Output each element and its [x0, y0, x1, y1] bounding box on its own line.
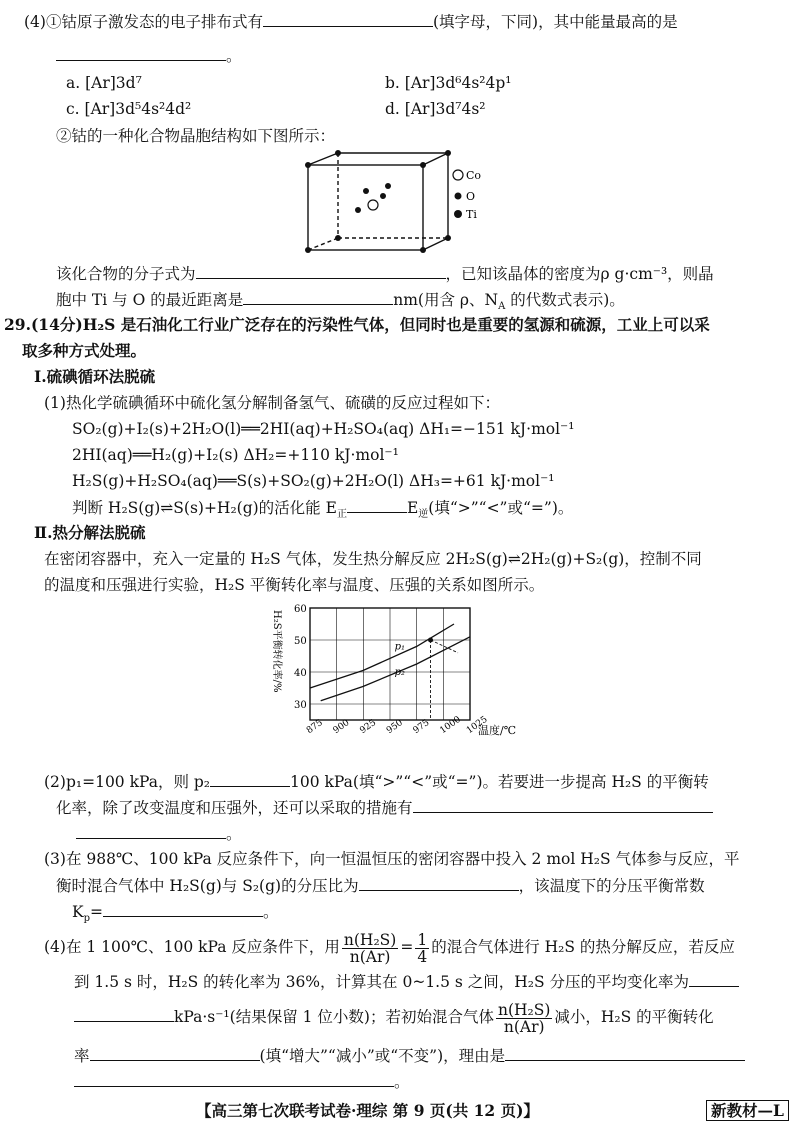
ti-atom	[363, 188, 369, 194]
option-a: a. [Ar]3d⁷	[66, 74, 142, 92]
reaction-1: SO₂(g)+I₂(s)+2H₂O(l)══2HI(aq)+H₂SO₄(aq) ΔH₁=−151 kJ·mol⁻¹	[72, 420, 575, 438]
q4b-line-4: 率 (填“增大”“减小”或“不变”)，理由是	[74, 1044, 745, 1067]
annotation-point	[428, 638, 433, 643]
x-tick-label: 1025	[465, 714, 490, 737]
s2-line-2: 的温度和压强进行实验，H₂S 平衡转化率与温度、压强的关系如图所示。	[44, 576, 545, 594]
legend-co-label: Co	[466, 169, 482, 182]
y-tick-label: 60	[294, 604, 307, 615]
q3-line-3: $K_p=$ 。	[72, 900, 279, 923]
answer-blank[interactable]	[263, 10, 433, 27]
y-ticks	[294, 604, 307, 711]
series-label-1: p₁	[394, 641, 406, 653]
grid	[310, 608, 470, 720]
q4b-line-5: 。	[74, 1070, 410, 1093]
co-atom	[368, 200, 378, 210]
answer-blank[interactable]	[74, 1070, 394, 1087]
x-tick-label: 1000	[438, 714, 463, 737]
answer-blank[interactable]	[76, 822, 226, 839]
option-d: d. [Ar]3d⁷4s²	[385, 100, 486, 118]
answer-blank[interactable]	[689, 970, 739, 987]
x-axis-label: 温度/℃	[478, 724, 517, 737]
legend-ti-marker	[454, 210, 462, 218]
q4b-line-1: (4)在 1 100℃、100 kPa 反应条件下，用 $\frac{\text{n(H₂S)}}{n(Ar)}$ = $\frac{1}{4}$ 的混合气体进行 H₂S 的热分解反应，若反应	[44, 930, 735, 966]
o-atom	[355, 207, 361, 213]
x-tick-label: 975	[411, 717, 432, 737]
answer-blank[interactable]	[74, 1005, 174, 1022]
y-tick-label: 40	[294, 668, 307, 679]
s1-intro: (1)热化学硫碘循环中硫化氢分解制备氢气、硫磺的反应过程如下：	[44, 394, 500, 412]
x-tick-label: 950	[385, 717, 405, 737]
o-atom	[380, 193, 386, 199]
x-tick-label: 875	[305, 717, 325, 737]
judge-line: 判断 H₂S(g)⇌S(s)+H₂(g)的活化能 $E_正$ $E_逆$(填“>”“<”或“=”)。	[72, 496, 573, 519]
answer-blank[interactable]	[505, 1044, 745, 1061]
conversion-chart	[258, 600, 578, 760]
x-tick-label: 925	[358, 717, 379, 737]
ratio-value-fraction: $\frac{1}{4}$	[417, 930, 428, 966]
legend-o-marker	[455, 193, 462, 200]
q4-line-2: 。	[56, 44, 242, 67]
ratio-fraction-2: $\frac{\text{n(H₂S)}}{n(Ar)}$	[497, 1000, 551, 1036]
q29-header-2: 取多种方式处理。	[22, 341, 147, 360]
answer-blank[interactable]	[347, 496, 407, 513]
option-b: b. [Ar]3d⁶4s²4p¹	[385, 74, 512, 92]
q2-line-2: 化率，除了改变温度和压强外，还可以采取的措施有	[56, 796, 713, 819]
answer-blank[interactable]	[413, 796, 713, 813]
answer-blank[interactable]	[196, 262, 446, 279]
legend-co-marker	[453, 170, 463, 180]
s2-line-1: 在密闭容器中，充入一定量的 H₂S 气体，发生热分解反应 2H₂S(g)⇌2H₂(g)+S₂(g)，控制不同	[44, 550, 702, 568]
q3-line-2: 衡时混合气体中 H₂S(g)与 S₂(g)的分压比为 ，该温度下的分压平衡常数	[56, 874, 705, 897]
cube-front-face	[308, 165, 423, 250]
q2-line-3: 。	[76, 822, 242, 845]
answer-blank[interactable]	[56, 44, 226, 61]
crystal-cell-figure	[298, 150, 488, 260]
answer-blank[interactable]	[210, 770, 290, 787]
legend-o-label: O	[466, 190, 476, 203]
x-ticks	[305, 715, 490, 736]
answer-blank[interactable]	[359, 874, 519, 891]
q4b-line-3: kPa·s⁻¹(结果保留 1 位小数)；若初始混合气体 $\frac{\text{n(H₂S)}}{n(Ar)}$ 减小，H₂S 的平衡转化	[74, 1000, 714, 1035]
option-c: c. [Ar]3d⁵4s²4d²	[66, 100, 192, 118]
y-tick-label: 30	[294, 700, 307, 711]
formula-line: 该化合物的分子式为 ，已知该晶体的密度为ρ g·cm⁻³，则晶	[56, 262, 714, 285]
q4b-line-2: 到 1.5 s 时，H₂S 的转化率为 36%，计算其在 0~1.5 s 之间，H₂S 分压的平均变化率为	[74, 970, 739, 993]
x-tick-label: 900	[331, 717, 352, 737]
answer-blank[interactable]	[90, 1044, 260, 1061]
series-label-2: p₂	[394, 667, 406, 679]
q3-line-1: (3)在 988℃、100 kPa 反应条件下，向一恒温恒压的密闭容器中投入 2 mol H₂S 气体参与反应，平	[44, 850, 740, 868]
ratio-fraction: $\frac{\text{n(H₂S)}}{n(Ar)}$	[343, 930, 397, 966]
footer-tag: 新教材—L	[706, 1100, 789, 1122]
reaction-2: 2HI(aq)══H₂(g)+I₂(s) ΔH₂=+110 kJ·mol⁻¹	[72, 446, 399, 464]
footer-text: 【高三第七次联考试卷·理综 第 9 页(共 12 页)】	[196, 1101, 539, 1120]
q29-header: 29.(14分)H₂S 是石油化工行业广泛存在的污染性气体，但同时也是重要的氢源和硫源，工业上可以采	[4, 315, 710, 334]
answer-blank[interactable]	[103, 900, 263, 917]
q4-sub2: ②钴的一种化合物晶胞结构如下图所示：	[56, 127, 336, 145]
reaction-3: H₂S(g)+H₂SO₄(aq)══S(s)+SO₂(g)+2H₂O(l) ΔH₃=+61 kJ·mol⁻¹	[72, 472, 555, 490]
legend-ti-label: Ti	[466, 208, 477, 221]
section-2-title: Ⅱ.热分解法脱硫	[34, 523, 146, 542]
y-axis-label: H₂S平衡转化率/%	[271, 610, 282, 693]
distance-line: 胞中 Ti 与 O 的最近距离是 nm(用含 ρ、$N_A$ 的代数式表示)。	[56, 288, 625, 311]
annotation-diag	[431, 640, 458, 653]
y-tick-label: 50	[294, 636, 307, 647]
section-1-title: Ⅰ.硫碘循环法脱硫	[34, 367, 156, 386]
q2-line-1: (2)p₁=100 kPa，则 p₂ 100 kPa(填“>”“<”或“=”)。若要进一步提高 H₂S 的平衡转	[44, 770, 709, 793]
q4-line-1: (4)①钴原子激发态的电子排布式有 (填字母，下同)，其中能量最高的是	[24, 10, 678, 33]
answer-blank[interactable]	[243, 288, 393, 305]
o-atom	[385, 183, 391, 189]
